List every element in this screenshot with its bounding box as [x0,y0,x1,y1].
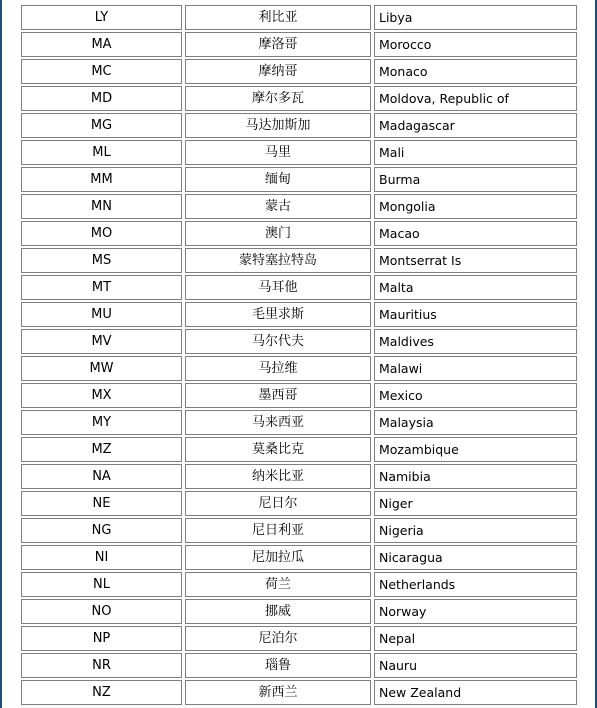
table-row [20,85,582,112]
country-code-cell: MA [21,32,182,57]
english-name-cell: Malawi [374,356,577,381]
chinese-name-cell: 利比亚 [185,5,371,30]
chinese-name-cell: 马尔代夫 [185,329,371,354]
english-name-cell: Mongolia [374,194,577,219]
english-name-cell: Nicaragua [374,545,577,570]
country-code-cell: MM [21,167,182,192]
english-name-cell: Niger [374,491,577,516]
english-name-cell: New Zealand [374,680,577,705]
english-name-cell: Maldives [374,329,577,354]
table-row [20,4,582,31]
english-name-cell: Mauritius [374,302,577,327]
chinese-name-cell: 蒙古 [185,194,371,219]
table-row [20,409,582,436]
country-code-cell: LY [21,5,182,30]
english-name-cell: Malaysia [374,410,577,435]
country-code-cell: MS [21,248,182,273]
table-row [20,652,582,679]
english-name-cell: Norway [374,599,577,624]
english-name-cell: Netherlands [374,572,577,597]
country-code-cell: NE [21,491,182,516]
country-code-cell: MC [21,59,182,84]
english-name-cell: Nepal [374,626,577,651]
chinese-name-cell: 尼加拉瓜 [185,545,371,570]
country-code-cell: MG [21,113,182,138]
english-name-cell: Nigeria [374,518,577,543]
english-name-cell: Mozambique [374,437,577,462]
table-row [20,193,582,220]
country-code-cell: MU [21,302,182,327]
country-code-cell: MO [21,221,182,246]
chinese-name-cell: 新西兰 [185,680,371,705]
english-name-cell: Madagascar [374,113,577,138]
table-row [20,31,582,58]
country-code-cell: NO [21,599,182,624]
chinese-name-cell: 摩尔多瓦 [185,86,371,111]
table-row [20,274,582,301]
chinese-name-cell: 马耳他 [185,275,371,300]
english-name-cell: Macao [374,221,577,246]
chinese-name-cell: 马达加斯加 [185,113,371,138]
chinese-name-cell: 马来西亚 [185,410,371,435]
country-code-cell: MV [21,329,182,354]
chinese-name-cell: 尼日尔 [185,491,371,516]
table-row [20,220,582,247]
table-row [20,166,582,193]
english-name-cell: Moldova, Republic of [374,86,577,111]
country-code-cell: NR [21,653,182,678]
country-code-table [20,4,582,706]
table-row [20,247,582,274]
table-row [20,490,582,517]
chinese-name-cell: 摩纳哥 [185,59,371,84]
country-code-cell: MT [21,275,182,300]
table-row [20,544,582,571]
english-name-cell: Mexico [374,383,577,408]
chinese-name-cell: 澳门 [185,221,371,246]
chinese-name-cell: 毛里求斯 [185,302,371,327]
country-code-cell: NG [21,518,182,543]
country-code-cell: ML [21,140,182,165]
table-row [20,625,582,652]
table-row [20,355,582,382]
table-row [20,112,582,139]
country-code-cell: MY [21,410,182,435]
table-row [20,382,582,409]
table-row [20,301,582,328]
chinese-name-cell: 纳米比亚 [185,464,371,489]
table-row [20,139,582,166]
chinese-name-cell: 荷兰 [185,572,371,597]
table-row [20,328,582,355]
chinese-name-cell: 缅甸 [185,167,371,192]
english-name-cell: Libya [374,5,577,30]
chinese-name-cell: 瑙鲁 [185,653,371,678]
english-name-cell: Namibia [374,464,577,489]
english-name-cell: Burma [374,167,577,192]
country-code-cell: MX [21,383,182,408]
country-code-cell: NA [21,464,182,489]
table-row [20,436,582,463]
chinese-name-cell: 挪威 [185,599,371,624]
chinese-name-cell: 尼泊尔 [185,626,371,651]
chinese-name-cell: 马里 [185,140,371,165]
chinese-name-cell: 马拉维 [185,356,371,381]
english-name-cell: Malta [374,275,577,300]
country-code-cell: MZ [21,437,182,462]
chinese-name-cell: 尼日利亚 [185,518,371,543]
english-name-cell: Mali [374,140,577,165]
country-code-cell: NI [21,545,182,570]
table-row [20,679,582,706]
country-code-cell: NP [21,626,182,651]
chinese-name-cell: 蒙特塞拉特岛 [185,248,371,273]
country-code-cell: MN [21,194,182,219]
english-name-cell: Montserrat Is [374,248,577,273]
chinese-name-cell: 莫桑比克 [185,437,371,462]
table-row [20,517,582,544]
country-code-cell: MW [21,356,182,381]
english-name-cell: Nauru [374,653,577,678]
table-row [20,571,582,598]
table-row [20,58,582,85]
country-code-cell: MD [21,86,182,111]
chinese-name-cell: 摩洛哥 [185,32,371,57]
chinese-name-cell: 墨西哥 [185,383,371,408]
country-code-cell: NL [21,572,182,597]
country-code-cell: NZ [21,680,182,705]
table-row [20,598,582,625]
english-name-cell: Monaco [374,59,577,84]
english-name-cell: Morocco [374,32,577,57]
table-row [20,463,582,490]
